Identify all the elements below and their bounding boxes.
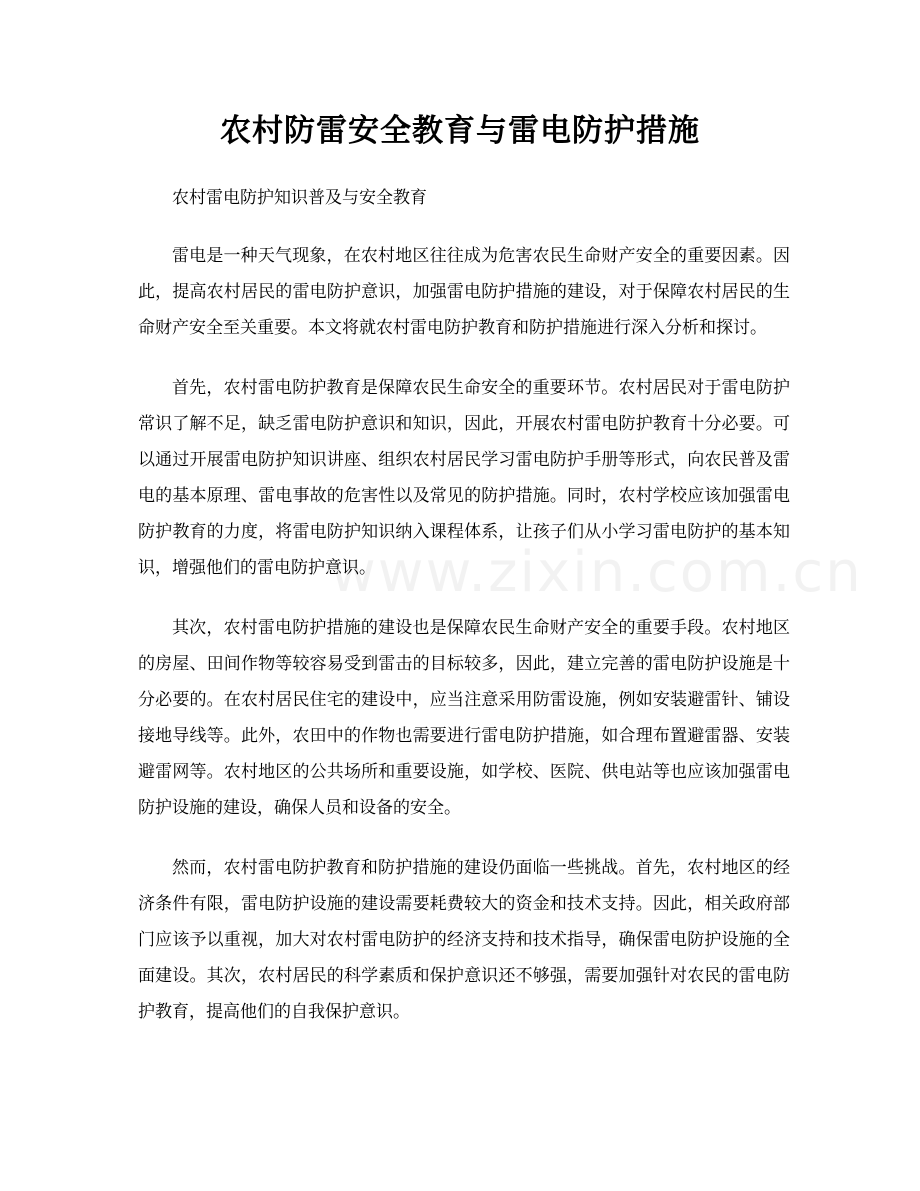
paragraph-4: 然而，农村雷电防护教育和防护措施的建设仍面临一些挑战。首先，农村地区的经济条件有限，雷电防护设施的建设需要耗费较大的资金和技术支持。因此，相关政府部门应该予以重视，加大对农村雷电防护的经济支持和技术指导，确保雷电防护设施的全面建设。其次，农村居民的科学素质和保护意识还不够强，需要加强针对农民的雷电防护教育，提高他们的自我保护意识。 [138,858,790,1022]
document-body [138,180,790,1054]
paragraph-3: 其次，农村雷电防护措施的建设也是保障农民生命财产安全的重要手段。农村地区的房屋、田间作物等较容易受到雷击的目标较多，因此，建立完善的雷电防护设施是十分必要的。在农村居民住宅的建设中，应当注意采用防雷设施，例如安装避雷针、铺设接地导线等。此外，农田中的作物也需要进行雷电防护措施，如合理布置避雷器、安装避雷网等。农村地区的公共场所和重要设施，如学校、医院、供电站等也应该加强雷电防护设施的建设，确保人员和设备的安全。 [138,618,790,818]
document-subtitle: 农村雷电防护知识普及与安全教育 [172,188,427,208]
paragraph-1: 雷电是一种天气现象，在农村地区往往成为危害农民生命财产安全的重要因素。因此，提高农村居民的雷电防护意识，加强雷电防护措施的建设，对于保障农村居民的生命财产安全至关重要。本文将就农村雷电防护教育和防护措施进行深入分析和探讨。 [138,246,790,338]
paragraph-2: 首先，农村雷电防护教育是保障农民生命安全的重要环节。农村居民对于雷电防护常识了解不足，缺乏雷电防护意识和知识，因此，开展农村雷电防护教育十分必要。可以通过开展雷电防护知识讲座、组织农村居民学习雷电防护手册等形式，向农民普及雷电的基本原理、雷电事故的危害性以及常见的防护措施。同时，农村学校应该加强雷电防护教育的力度，将雷电防护知识纳入课程体系，让孩子们从小学习雷电防护的基本知识，增强他们的雷电防护意识。 [138,378,790,578]
watermark: www.zixin.com.cn [330,540,863,605]
page-title: 农村防雷安全教育与雷电防护措施 [220,113,700,149]
